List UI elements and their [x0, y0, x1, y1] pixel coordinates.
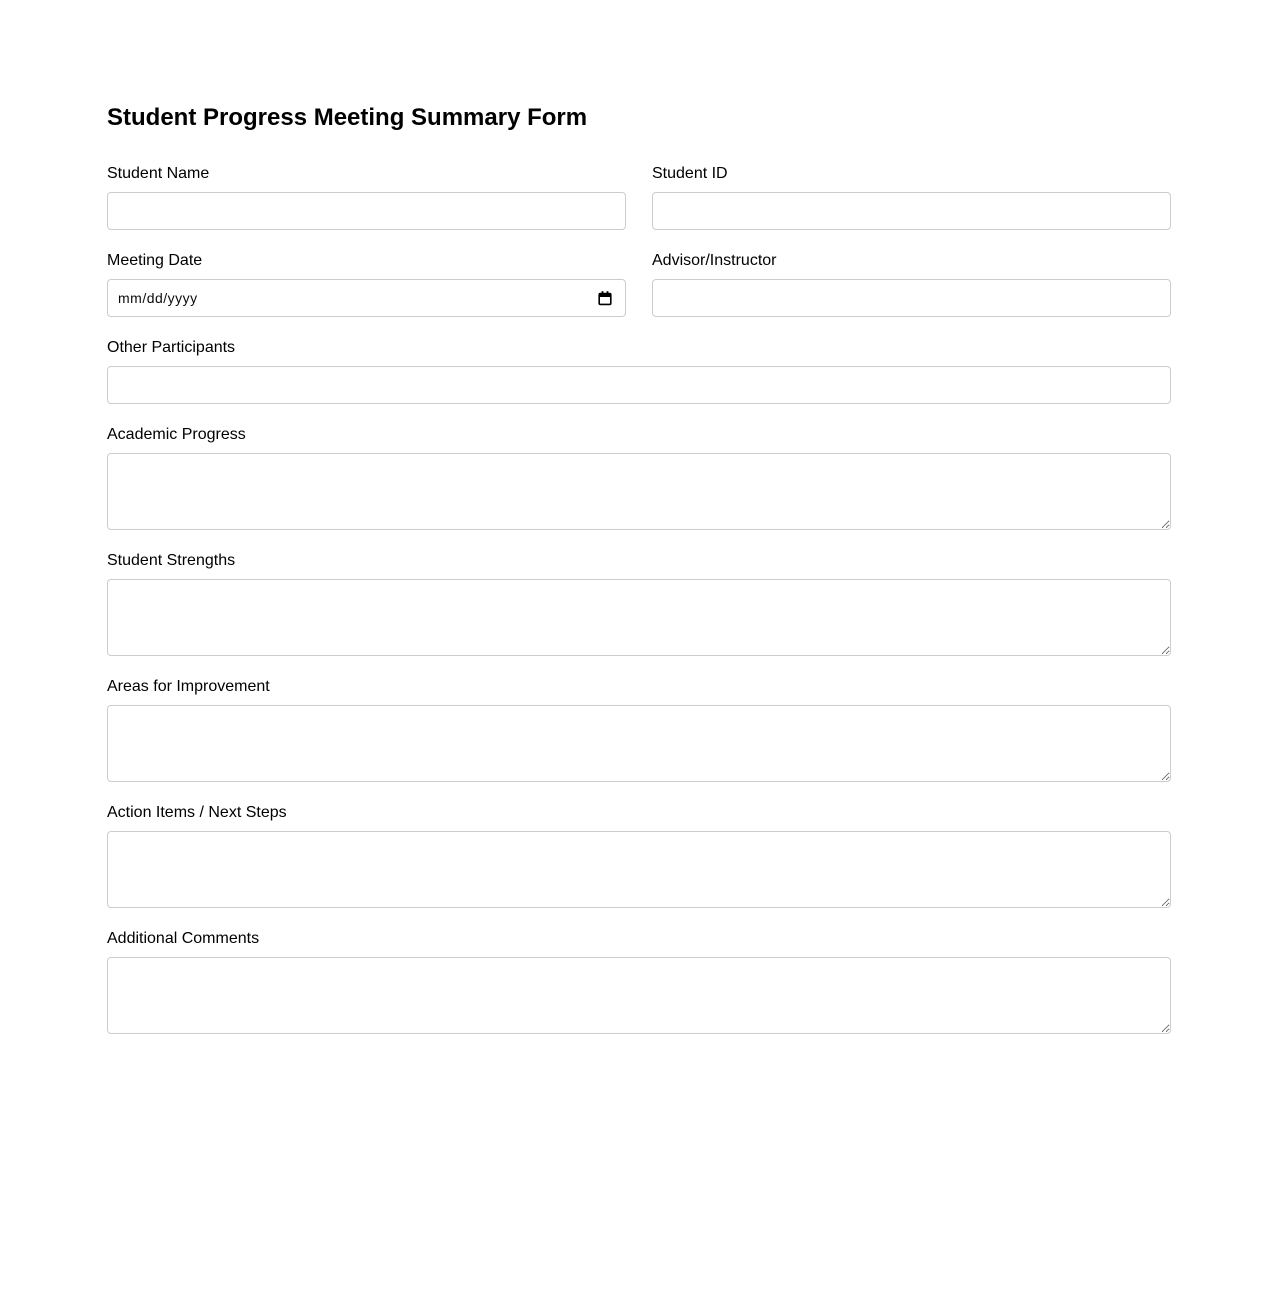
page-title: Student Progress Meeting Summary Form — [107, 104, 588, 131]
action-items-next-steps-label: Action Items / Next Steps — [107, 804, 287, 821]
academic-progress-label: Academic Progress — [107, 426, 246, 443]
advisor-instructor-label: Advisor/Instructor — [652, 252, 777, 269]
student-id-label: Student ID — [652, 165, 728, 182]
field-student-name — [107, 164, 626, 230]
form-container — [107, 0, 1171, 1034]
academic-progress-textarea[interactable] — [107, 453, 1171, 530]
field-student-id — [652, 164, 1171, 230]
field-academic-progress — [107, 425, 1171, 530]
student-strengths-label: Student Strengths — [107, 552, 236, 569]
row-name-id — [107, 164, 1171, 251]
action-items-next-steps-textarea[interactable] — [107, 831, 1171, 908]
meeting-date-label: Meeting Date — [107, 252, 203, 269]
additional-comments-textarea[interactable] — [107, 957, 1171, 1034]
areas-for-improvement-textarea[interactable] — [107, 705, 1171, 782]
other-participants-input[interactable] — [107, 366, 1171, 404]
field-additional-comments — [107, 929, 1171, 1034]
calendar-icon[interactable] — [596, 289, 614, 307]
student-id-input[interactable] — [652, 192, 1171, 230]
field-other-participants — [107, 338, 1171, 404]
field-action-items-next-steps — [107, 803, 1171, 908]
field-advisor-instructor — [652, 251, 1171, 317]
advisor-instructor-input[interactable] — [652, 279, 1171, 317]
other-participants-label: Other Participants — [107, 339, 236, 356]
student-name-input[interactable] — [107, 192, 626, 230]
field-student-strengths — [107, 551, 1171, 656]
areas-for-improvement-label: Areas for Improvement — [107, 678, 270, 695]
field-meeting-date — [107, 251, 626, 317]
student-progress-form — [107, 164, 1171, 1034]
meeting-date-placeholder: mm/dd/yyyy — [118, 290, 198, 306]
student-strengths-textarea[interactable] — [107, 579, 1171, 656]
row-date-advisor — [107, 251, 1171, 338]
additional-comments-label: Additional Comments — [107, 930, 260, 947]
meeting-date-input[interactable] — [107, 279, 626, 317]
field-areas-for-improvement — [107, 677, 1171, 782]
student-name-label: Student Name — [107, 165, 210, 182]
